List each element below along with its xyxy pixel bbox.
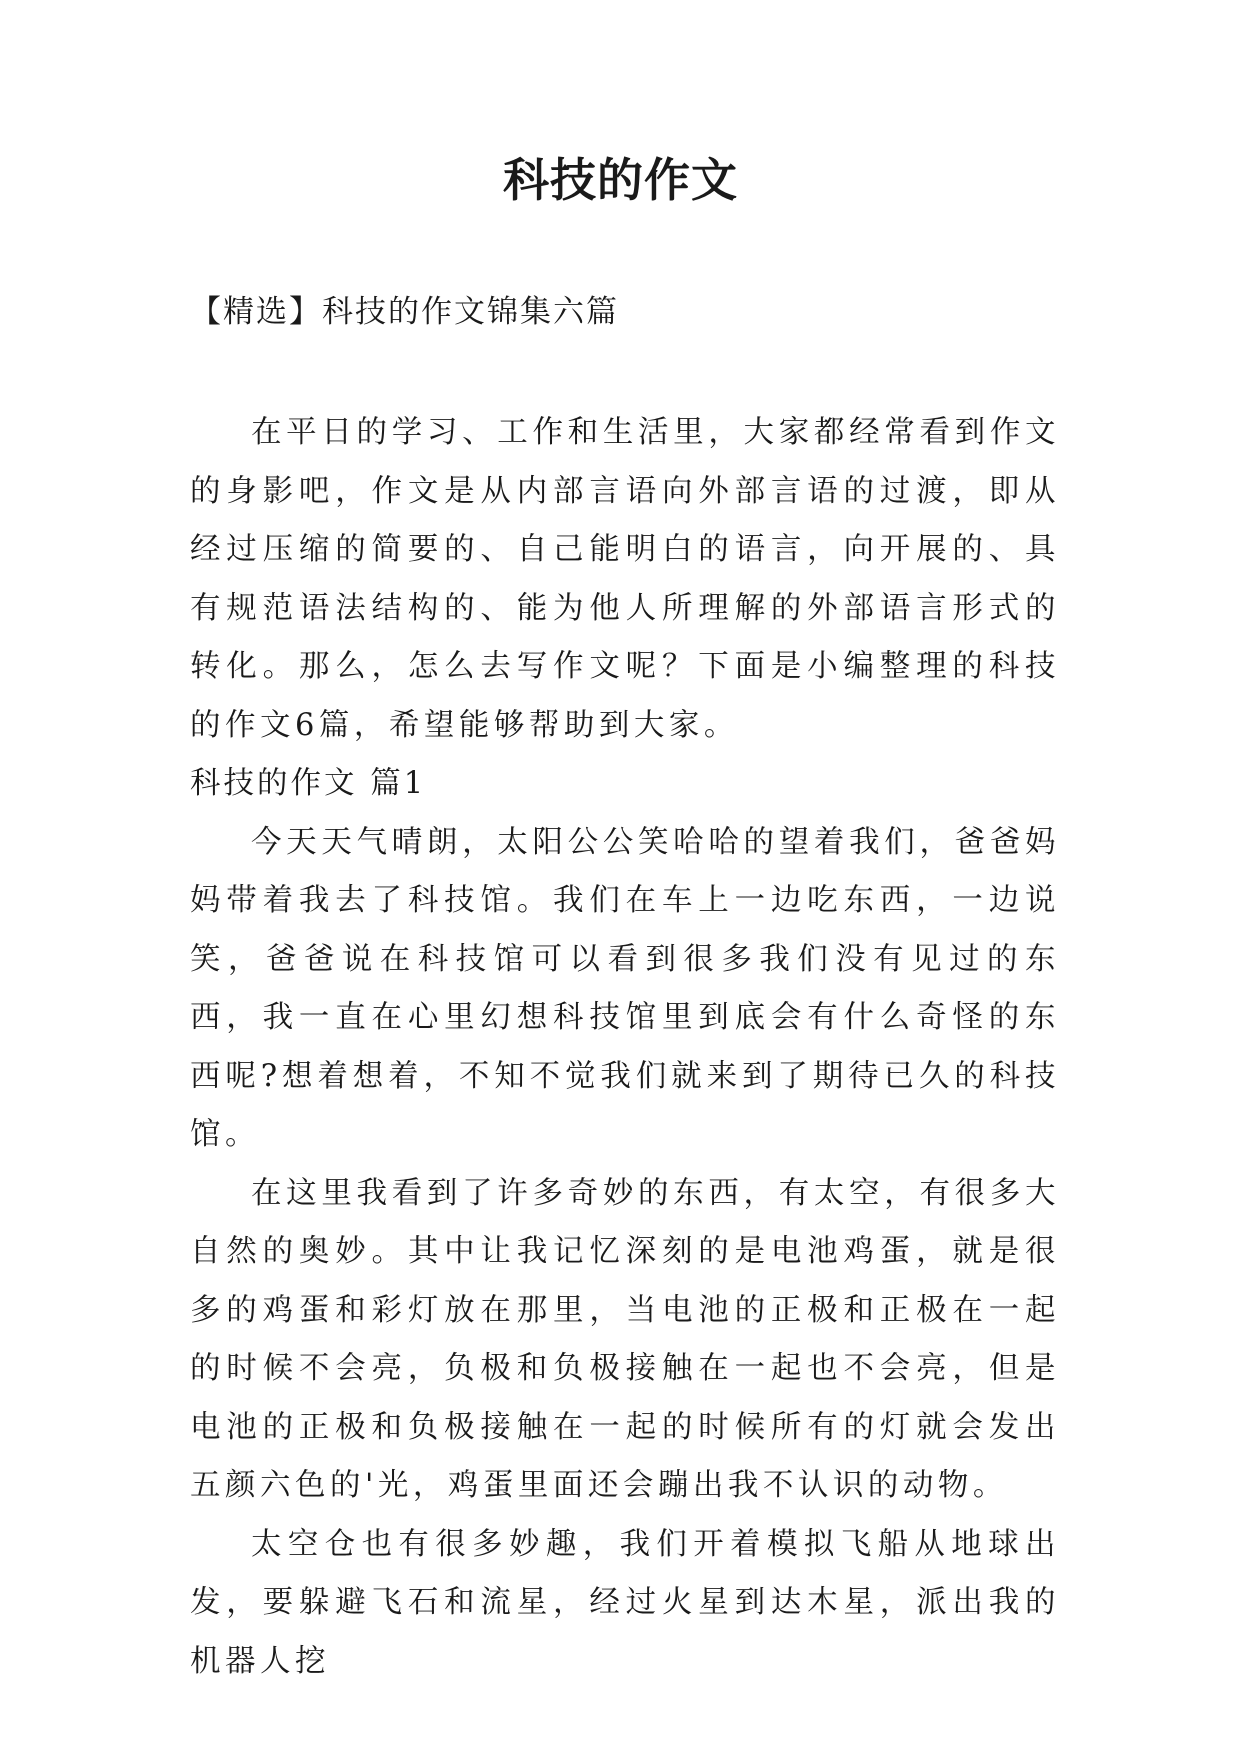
section-heading: 科技的作文 篇1 xyxy=(190,766,427,801)
document-title: 科技的作文 xyxy=(503,153,738,207)
body-paragraph-3: 太空仓也有很多妙趣，我们开着模拟飞船从地球出发，要躲避飞石和流星，经过火星到达木星，派出我的机器人挖 xyxy=(190,1526,1060,1679)
document-body xyxy=(190,404,1060,1691)
intro-paragraph: 在平日的学习、工作和生活里，大家都经常看到作文的身影吧，作文是从内部言语向外部言语的过渡，即从经过压缩的简要的、自己能明白的语言，向开展的、具有规范语法结构的、能为他人所理解的外部语言形式的转化。那么，怎么去写作文呢？下面是小编整理的科技的作文6篇，希望能够帮助到大家。 xyxy=(190,415,1060,743)
document-subtitle: 【精选】科技的作文锦集六篇 xyxy=(190,294,619,330)
body-paragraph-2: 在这里我看到了许多奇妙的东西，有太空，有很多大自然的奥妙。其中让我记忆深刻的是电池鸡蛋，就是很多的鸡蛋和彩灯放在那里，当电池的正极和正极在一起的时候不会亮，负极和负极接触在一起也不会亮，但是电池的正极和负极接触在一起的时候所有的灯就会发出五颜六色的'光，鸡蛋里面还会蹦出我不认识的动物。 xyxy=(190,1175,1060,1503)
body-paragraph-1: 今天天气晴朗，太阳公公笑哈哈的望着我们，爸爸妈妈带着我去了科技馆。我们在车上一边吃东西，一边说笑，爸爸说在科技馆可以看到很多我们没有见过的东西，我一直在心里幻想科技馆里到底会有什么奇怪的东西呢?想着想着，不知不觉我们就来到了期待已久的科技馆。 xyxy=(190,824,1060,1152)
